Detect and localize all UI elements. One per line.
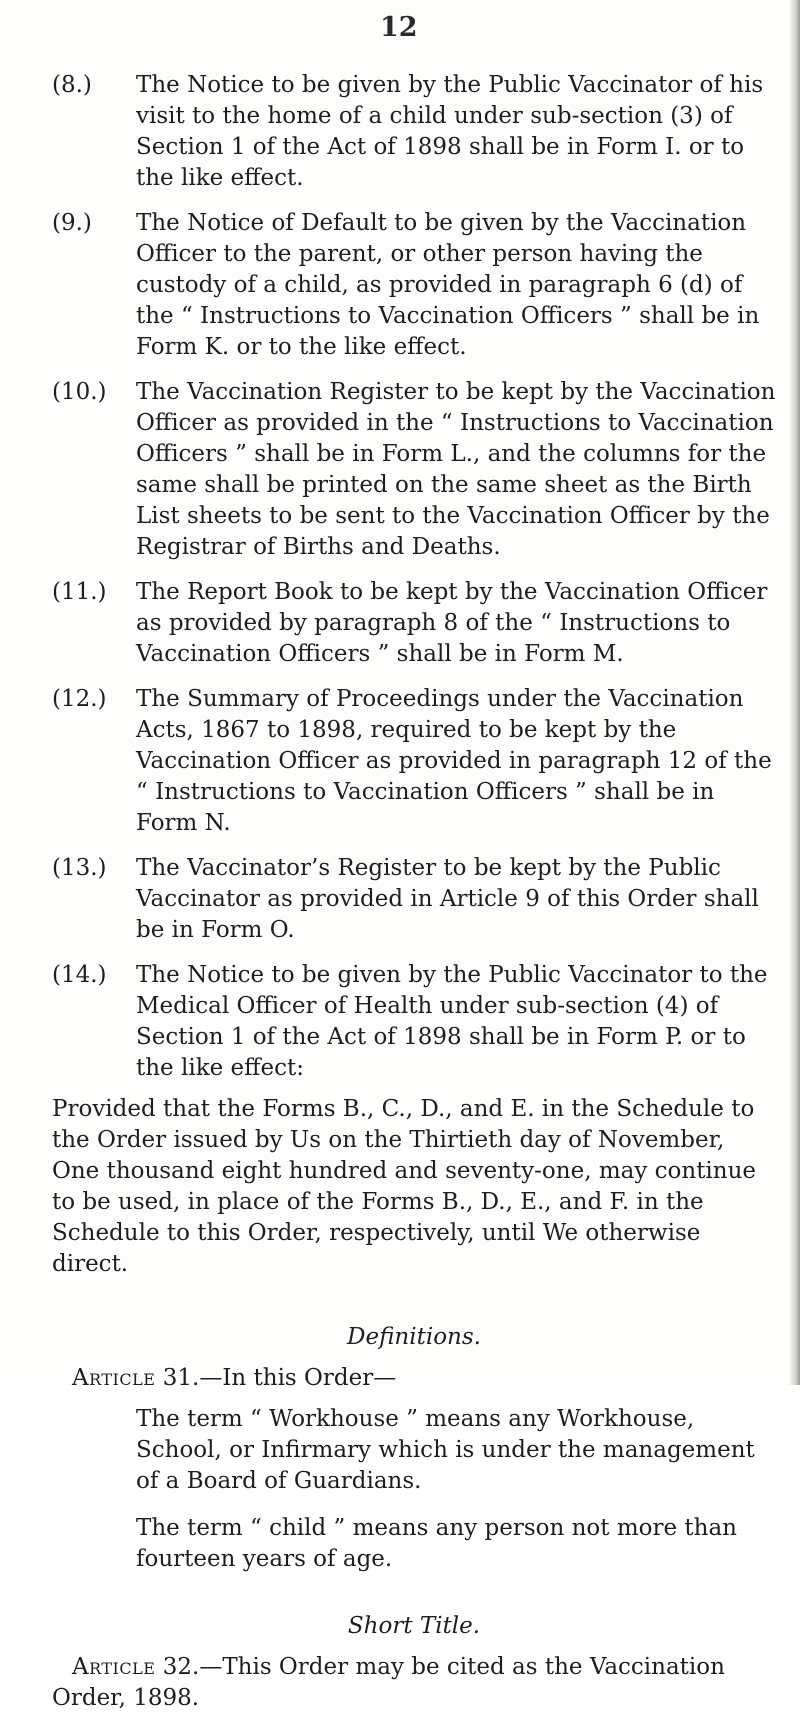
page-edge-shadow <box>790 0 800 1385</box>
clause-text: The Notice to be given by the Public Vaccinator of his visit to the home of a child under sub-section (3) of Section 1 of the Act of 1898 shall be in Form I. or to the like effect. <box>136 72 764 191</box>
clause-number: (9.) <box>52 210 92 236</box>
clause-text: The Notice of Default to be given by the Vaccination Officer to the parent, or other person having the custody of a child, as provided in paragraph 6 (d) of the “ Instructions to Vaccination Officers ” shall be in Form K. or to the like effect. <box>136 210 760 360</box>
definition-workhouse: The term “ Workhouse ” means any Workhouse, School, or Infirmary which is under the management of a Board of Guardians. <box>136 1406 755 1494</box>
clause-11 <box>52 577 776 670</box>
clause-number: (8.) <box>52 72 92 98</box>
clause-8 <box>52 70 776 194</box>
article-32 <box>52 1652 776 1714</box>
clause-text: The Vaccinator’s Register to be kept by the Public Vaccinator as provided in Article 9 of this Order shall be in Form O. <box>136 855 759 943</box>
clause-text: The Summary of Proceedings under the Vaccination Acts, 1867 to 1898, required to be kept by the Vaccination Officer as provided in paragraph 12 of the “ Instructions to Vaccination Officers ” shall be in Form N. <box>136 686 772 836</box>
short-title-heading: Short Title. <box>347 1613 481 1639</box>
page-number: 12 <box>380 12 418 43</box>
article-number: 32. <box>162 1654 200 1680</box>
clause-text: The Report Book to be kept by the Vaccination Officer as provided by paragraph 8 of the “ Instructions to Vaccination Officers ” shall be in Form M. <box>136 579 768 667</box>
clause-number: (13.) <box>52 855 107 881</box>
clause-12 <box>52 684 776 839</box>
article-intro: —In this Order— <box>199 1365 397 1391</box>
clause-number: (10.) <box>52 379 107 405</box>
clause-number: (12.) <box>52 686 107 712</box>
article-label: Article <box>72 1365 156 1391</box>
clause-number: (14.) <box>52 962 107 988</box>
definitions-heading: Definitions. <box>347 1324 481 1350</box>
document-body <box>52 70 776 1714</box>
definition-child: The term “ child ” means any person not more than fourteen years of age. <box>136 1515 737 1572</box>
article-label: Article <box>72 1654 156 1680</box>
proviso-paragraph: Provided that the Forms B., C., D., and E. in the Schedule to the Order issued by Us on the Thirtieth day of November, One thousand eight hundred and seventy-one, may continue to be used, in place of the Forms B., D., E., and F. in the Schedule to this Order, respectively, until We otherwise direct. <box>52 1096 757 1277</box>
clause-14 <box>52 960 776 1084</box>
clause-9 <box>52 208 776 363</box>
article-number: 31. <box>162 1365 200 1391</box>
clause-10 <box>52 377 776 563</box>
article-text: —This Order may be cited as the Vaccination Order, 1898. <box>52 1654 725 1711</box>
clause-13 <box>52 853 776 946</box>
clause-number: (11.) <box>52 579 107 605</box>
article-31 <box>52 1363 776 1394</box>
clause-text: The Vaccination Register to be kept by the Vaccination Officer as provided in the “ Instructions to Vaccination Officers ” shall be in Form L., and the columns for the same shall be printed on the same sheet as the Birth List sheets to be sent to the Vaccination Officer by the Registrar of Births and Deaths. <box>136 379 776 560</box>
clause-text: The Notice to be given by the Public Vaccinator to the Medical Officer of Health under sub-section (4) of Section 1 of the Act of 1898 shall be in Form P. or to the like effect: <box>136 962 768 1081</box>
